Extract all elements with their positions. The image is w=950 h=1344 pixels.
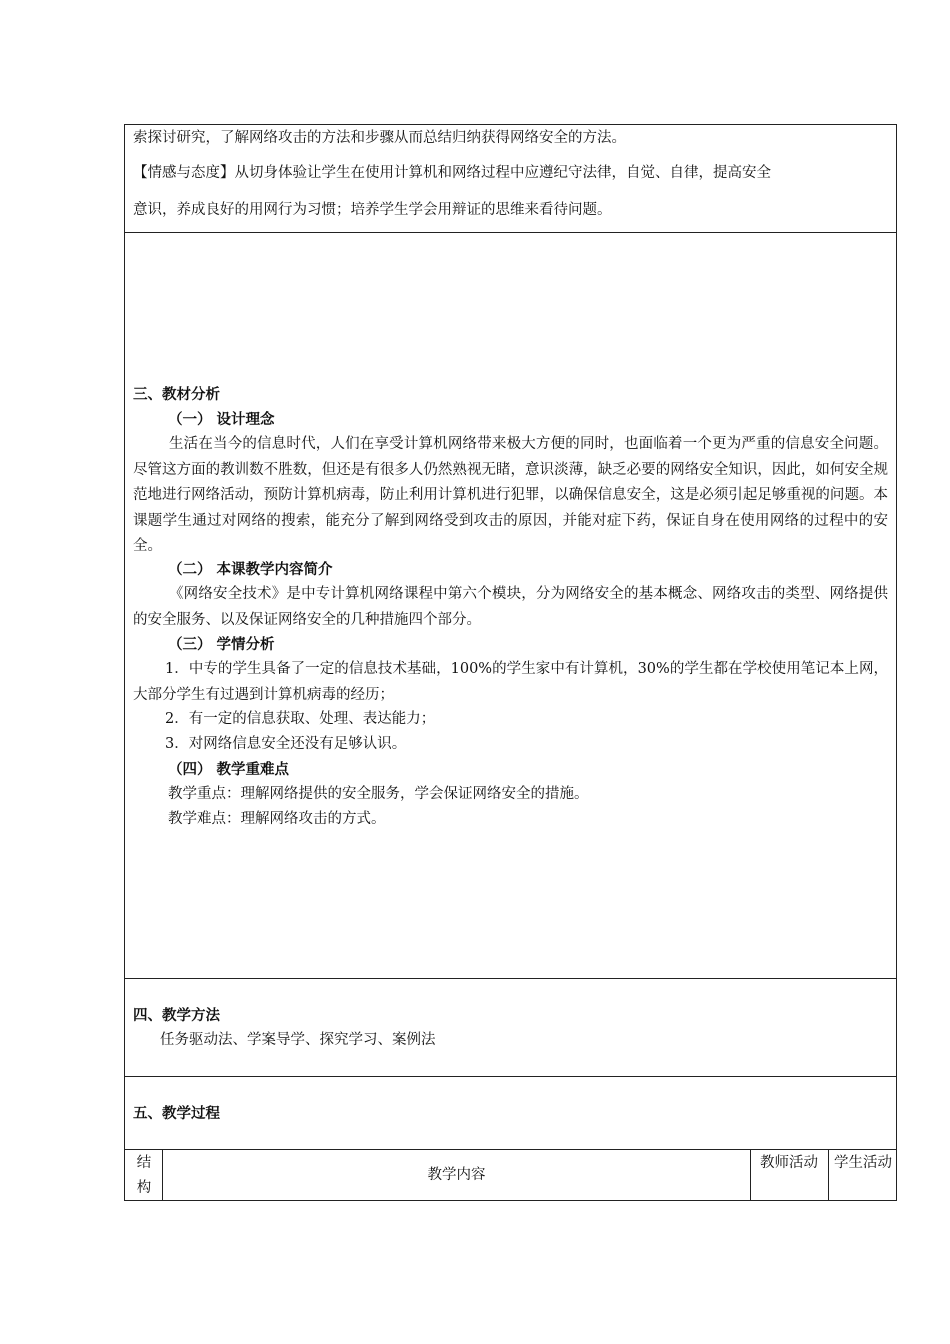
objective-line: 索探讨研究，了解网络攻击的方法和步骤从而总结归纳获得网络安全的方法。 <box>133 130 626 146</box>
header-teacher-label: 教师活动 <box>760 1155 818 1171</box>
section-heading: 三、教材分析 <box>133 386 220 403</box>
header-content: 教学内容 <box>427 1167 486 1183</box>
attitude-line <box>133 161 771 186</box>
column-divider <box>828 1149 829 1201</box>
row-divider <box>124 1076 897 1077</box>
row-divider <box>124 232 897 233</box>
design-concept-paragraph <box>133 432 888 560</box>
row-divider <box>124 978 897 979</box>
subsection-heading: （一） 设计理念 <box>168 411 275 428</box>
table-border-right <box>896 124 897 1201</box>
learner-analysis-item <box>133 657 888 708</box>
row-divider <box>124 1149 897 1150</box>
learner-analysis-text: 1．中专的学生具备了一定的信息技术基础，100%的学生家中有计算机，30%的学生都在学校使用笔记本上网，大部分学生有过遇到计算机病毒的经历； <box>133 661 888 703</box>
attitude-line-2: 意识，养成良好的用网行为习惯；培养学生学会用辩证的思维来看待问题。 <box>133 202 612 218</box>
learner-analysis-item: 2．有一定的信息获取、处理、表达能力； <box>165 711 436 727</box>
header-student <box>834 1151 892 1176</box>
key-point: 教学重点：理解网络提供的安全服务，学会保证网络安全的措施。 <box>168 786 589 802</box>
header-student-label: 学生活动 <box>834 1155 892 1171</box>
table-border-left <box>124 124 125 1201</box>
subsection-heading: （二） 本课教学内容简介 <box>168 561 333 578</box>
difficult-point: 教学难点：理解网络攻击的方式。 <box>168 811 386 827</box>
table-border-bottom <box>124 1200 897 1201</box>
teaching-methods: 任务驱动法、学案导学、探究学习、案例法 <box>160 1032 436 1048</box>
content-intro-paragraph <box>133 582 888 633</box>
subsection-heading: （四） 教学重难点 <box>168 761 290 778</box>
header-structure-label: 结构 <box>136 1155 152 1196</box>
design-concept-text: 生活在当今的信息时代，人们在享受计算机网络带来极大方便的同时，也面临着一个更为严重的信息安全问题。尽管这方面的教训数不胜数，但还是有很多人仍然熟视无睹，意识淡薄，缺乏必要的网络安全知识，因此，如何安全规范地进行网络活动，预防计算机病毒，防止利用计算机进行犯罪，以确保信息安全，这是必须引起足够重视的问题。本课题学生通过对网络的搜索，能充分了解到网络受到攻击的原因，并能对症下药，保证自身在使用网络的过程中的安全。 <box>133 436 888 554</box>
column-divider <box>750 1149 751 1201</box>
header-teacher <box>756 1151 822 1176</box>
attitude-text: 从切身体验让学生在使用计算机和网络过程中应遵纪守法律，自觉、自律，提高安全 <box>234 165 771 181</box>
subsection-heading: （三） 学情分析 <box>168 636 275 653</box>
table-border-top <box>124 124 897 125</box>
header-structure <box>130 1151 158 1201</box>
section-heading: 五、教学过程 <box>133 1105 220 1122</box>
content-intro-text: 《网络安全技术》是中专计算机网络课程中第六个模块，分为网络安全的基本概念、网络攻击的类型、网络提供的安全服务、以及保证网络安全的几种措施四个部分。 <box>133 586 888 628</box>
learner-analysis-item: 3．对网络信息安全还没有足够认识。 <box>165 736 407 752</box>
section-heading: 四、教学方法 <box>133 1007 220 1024</box>
attitude-label: 【情感与态度】 <box>133 165 235 181</box>
